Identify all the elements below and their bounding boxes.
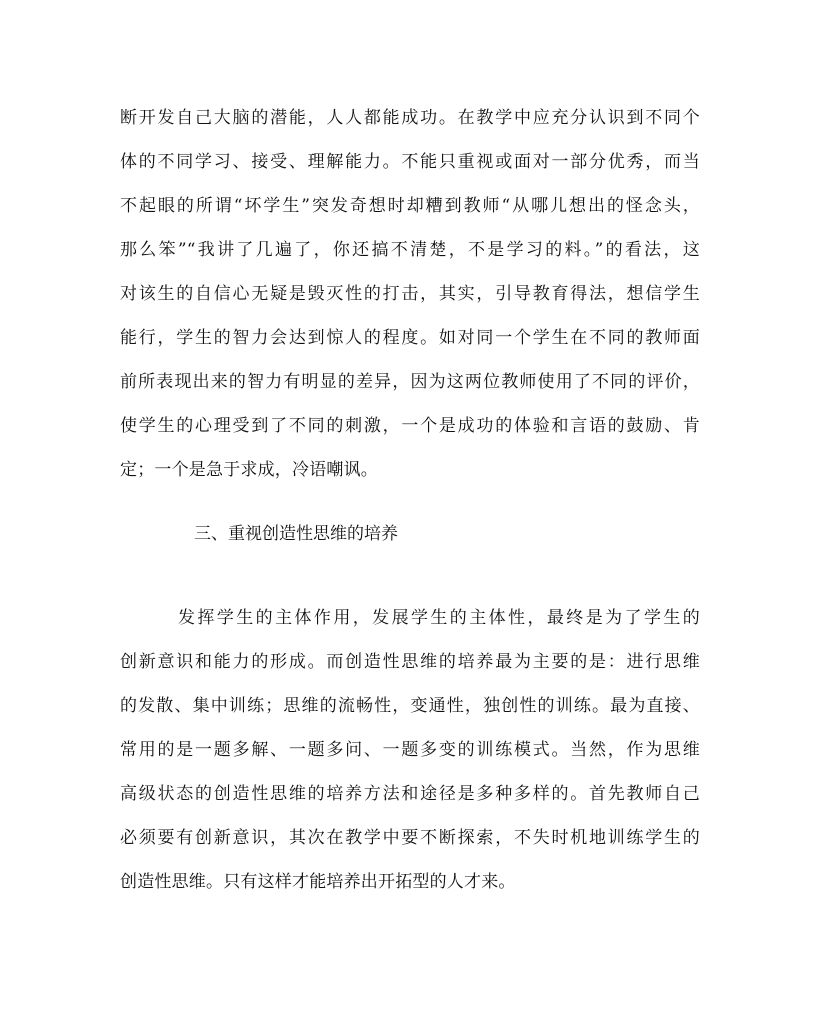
paragraph-2-line-2: 创新意识和能力的形成。而创造性思维的培养最为主要的是：进行思维 xyxy=(120,652,700,672)
paragraph-2-line-5: 高级状态的创造性思维的培养方法和途径是多种多样的。首先教师自己 xyxy=(120,784,700,804)
section-heading: 三、重视创造性思维的培养 xyxy=(194,524,398,544)
paragraph-2-line-6: 必须要有创新意识，其次在教学中要不断探索，不失时机地训练学生的 xyxy=(120,828,700,848)
paragraph-2-line-7: 创造性思维。只有这样才能培养出开拓型的人才来。 xyxy=(120,872,516,892)
paragraph-1-line-3: 不起眼的所谓“坏学生”突发奇想时却糟到教师“从哪儿想出的怪念头， xyxy=(120,196,700,216)
paragraph-1-line-1: 断开发自己大脑的潜能，人人都能成功。在教学中应充分认识到不同个 xyxy=(120,108,700,128)
paragraph-1-line-6: 能行，学生的智力会达到惊人的程度。如对同一个学生在不同的教师面 xyxy=(120,328,700,348)
paragraph-1-line-5: 对该生的自信心无疑是毁灭性的打击，其实，引导教育得法，想信学生 xyxy=(120,284,700,304)
paragraph-1-line-7: 前所表现出来的智力有明显的差异，因为这两位教师使用了不同的评价， xyxy=(120,372,700,392)
paragraph-1-line-4: 那么笨”“我讲了几遍了，你还搞不清楚，不是学习的料。”的看法，这 xyxy=(120,240,700,260)
paragraph-1-line-8: 使学生的心理受到了不同的刺激，一个是成功的体验和言语的鼓励、肯 xyxy=(120,416,700,436)
paragraph-2-line-1: 发挥学生的主体作用，发展学生的主体性，最终是为了学生的 xyxy=(178,608,700,628)
paragraph-1-line-2: 体的不同学习、接受、理解能力。不能只重视或面对一部分优秀，而当 xyxy=(120,152,700,172)
paragraph-1-line-9: 定；一个是急于求成，冷语嘲讽。 xyxy=(120,460,378,480)
paragraph-2-line-4: 常用的是一题多解、一题多问、一题多变的训练模式。当然，作为思维 xyxy=(120,740,700,760)
paragraph-2-line-3: 的发散、集中训练；思维的流畅性，变通性，独创性的训练。最为直接、 xyxy=(120,696,700,716)
